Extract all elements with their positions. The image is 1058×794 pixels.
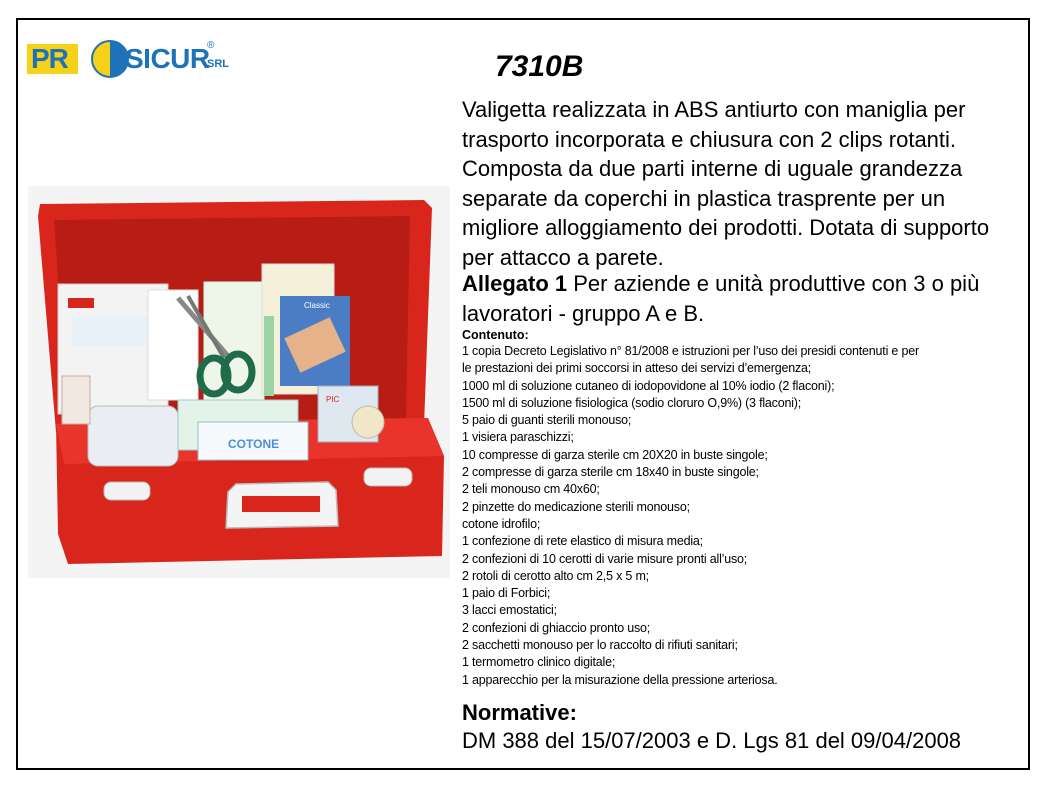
contents-item: 1500 ml di soluzione fisiologica (sodio cloruro O,9%) (3 flaconi); [462,395,802,410]
contents-item: 1 copia Decreto Legislativo n° 81/2008 e istruzioni per l’uso dei presidi contenuti e per [462,344,919,358]
logo-sicur: SICUR [125,43,210,74]
normative-heading: Normative: [462,700,577,725]
kit-label-classic: Classic [304,301,330,310]
contents-item: 10 compresse di garza sterile cm 20X20 in buste singole; [462,447,768,462]
logo-registered: ® [207,40,215,51]
contents-heading: Contenuto: [462,328,529,342]
contents-item: 1 confezione di rete elastico di misura media; [462,534,703,549]
contents-item: 1 visiera paraschizzi; [462,430,574,445]
contents-item: 1000 ml di soluzione cutaneo di iodopovidone al 10% iodio (2 flaconi); [462,378,835,393]
contents-item: 1 apparecchio per la misurazione della pressione arteriosa. [462,672,778,687]
kit-label-pic: PIC [326,395,340,404]
contents-item: 2 compresse di garza sterile cm 18x40 in buste singole; [462,465,759,480]
contents-item: le prestazioni dei primi soccorsi in atteso dei servizi d’emergenza; [462,361,812,376]
contents-item: 1 termometro clinico digitale; [462,655,616,670]
contents-item: 2 sacchetti monouso per lo raccolto di rifiuti sanitari; [462,638,738,653]
contents-item: 5 paio di guanti sterili monouso; [462,413,632,428]
normative-text: DM 388 del 15/07/2003 e D. Lgs 81 del 09/04/2008 [462,728,962,753]
contents-list [462,343,1022,689]
allegato-text: Per aziende e unità produttive con 3 o più lavoratori - gruppo A e B. [462,271,980,326]
allegato-paragraph [462,269,1022,328]
contents-item: 2 rotoli di cerotto alto cm 2,5 x 5 m; [462,568,649,583]
logo-srl: SRL [207,58,229,70]
logo-circle-icon [91,40,129,78]
logo-pr: PR [27,44,78,74]
contents-item: 2 teli monouso cm 40x60; [462,482,600,497]
contents-item: 2 confezioni di ghiaccio pronto uso; [462,620,651,635]
contents-item: 1 paio di Forbici; [462,586,551,601]
contents-item: cotone idrofilo; [462,516,541,531]
allegato-label: Allegato 1 [462,271,568,296]
product-description: Valigetta realizzata in ABS antiurto con maniglia per trasporto incorporata e chiusura con 2 clips rotanti. Composta da due parti interne di uguale grandezza separate da coperchi in plastica trasprente per un migliore alloggiamento dei prodotti. Dotata di supporto per attacco a parete. [462,97,990,270]
contents-item: 2 pinzette do medicazione sterili monouso; [462,499,690,514]
prosicur-logo [27,40,237,78]
first-aid-kit-image [28,186,450,578]
product-code: 7310B [495,50,584,83]
contents-item: 3 lacci emostatici; [462,603,557,618]
kit-label-cotone: COTONE [228,437,280,451]
contents-item: 2 confezioni di 10 cerotti di varie misure pronti all’uso; [462,551,748,566]
